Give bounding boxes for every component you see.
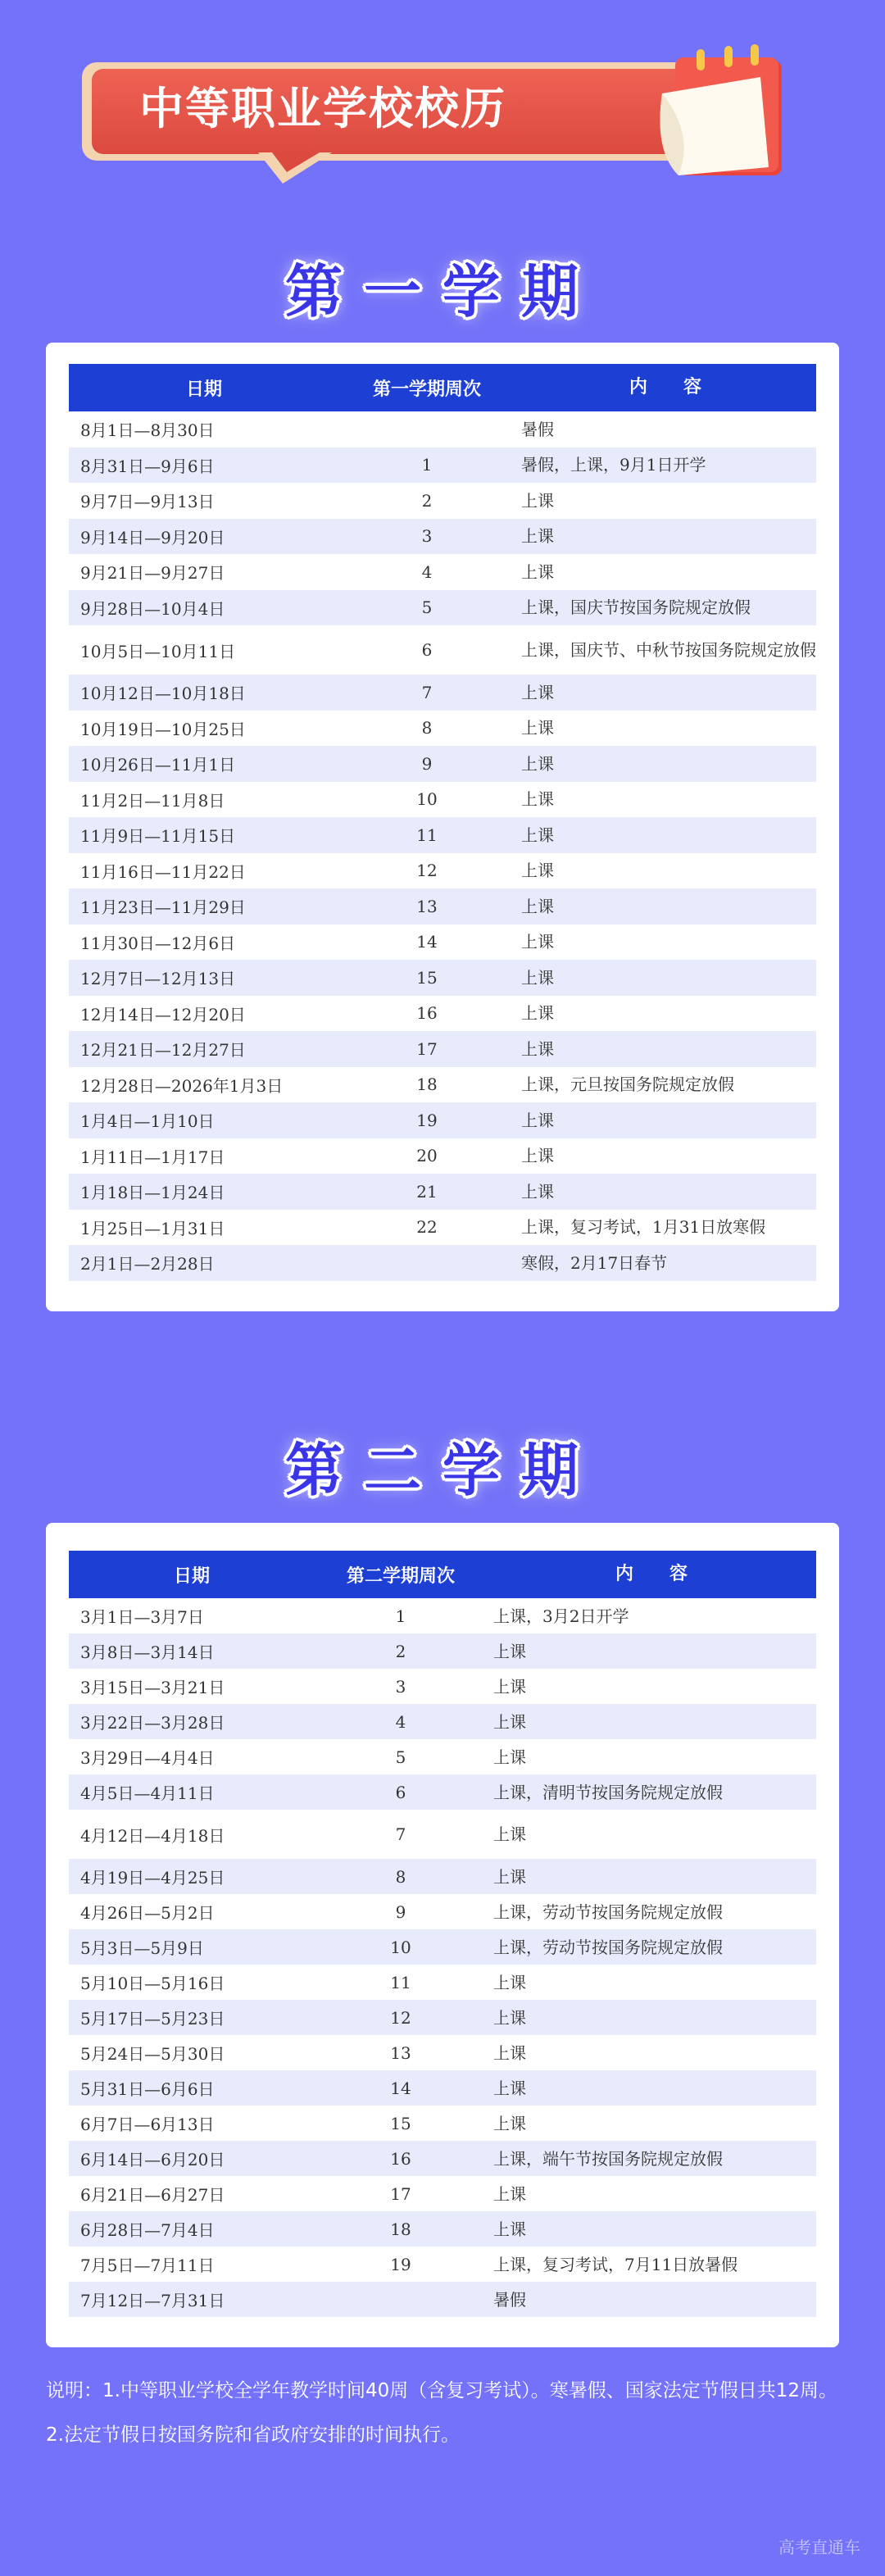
watermark: 高考直通车 [778, 2537, 860, 2557]
cell-content: 上课 [493, 1824, 526, 1844]
cell-date: 5月17日—5月23日 [80, 2009, 225, 2029]
table-row [69, 996, 816, 1032]
cell-content: 上课 [521, 967, 554, 988]
semester1-table-body [69, 411, 816, 1281]
cell-date: 9月14日—9月20日 [80, 527, 225, 547]
cell-date: 4月12日—4月18日 [80, 1825, 225, 1846]
cell-week: 13 [390, 2042, 411, 2063]
cell-date: 11月2日—11月8日 [80, 790, 225, 811]
note-line-2: 2.法定节假日按国务院和省政府安排的时间执行。 [46, 2424, 460, 2446]
table-row [69, 590, 816, 626]
cell-content: 上课，劳动节按国务院规定放假 [493, 1901, 723, 1922]
header-content: 内 容 [629, 377, 701, 398]
cell-content: 上课 [521, 932, 554, 952]
cell-date: 4月26日—5月2日 [80, 1903, 215, 1923]
table-row [69, 1669, 816, 1704]
cell-week: 2 [421, 490, 433, 511]
cell-content: 上课 [521, 861, 554, 881]
cell-content: 上课 [521, 825, 554, 845]
cell-content: 上课 [493, 1866, 526, 1887]
table-row [69, 2282, 816, 2317]
cell-date: 9月28日—10月4日 [80, 598, 225, 619]
cell-content: 上课 [521, 561, 554, 582]
cell-date: 10月5日—10月11日 [80, 641, 236, 661]
table-row [69, 2176, 816, 2211]
table-row [69, 1031, 816, 1067]
table-row [69, 817, 816, 853]
header-week: 第二学期周次 [346, 1565, 455, 1587]
table-row [69, 448, 816, 484]
cell-date: 8月31日—9月6日 [80, 456, 215, 476]
table-row [69, 711, 816, 747]
table-row [69, 675, 816, 711]
cell-week: 11 [390, 1972, 411, 1992]
cell-content: 上课，复习考试，7月11日放暑假 [493, 2254, 738, 2274]
semester1-table-header [69, 364, 816, 411]
cell-week: 9 [421, 753, 433, 774]
semester1-title: 第一学期 [285, 258, 600, 325]
table-row [69, 1245, 816, 1281]
cell-week: 16 [390, 2148, 411, 2169]
table-row [69, 1704, 816, 1739]
cell-content: 上课 [521, 1110, 554, 1130]
cell-week: 22 [416, 1217, 438, 1238]
cell-content: 上课 [493, 2113, 526, 2133]
table-row [69, 2000, 816, 2035]
cell-week: 6 [421, 640, 433, 660]
cell-date: 5月31日—6月6日 [80, 2079, 215, 2099]
semester2-table-body [69, 1598, 816, 2317]
cell-content: 上课，清明节按国务院规定放假 [493, 1782, 723, 1802]
cell-content: 上课，端午节按国务院规定放假 [493, 2148, 723, 2169]
table-row [69, 925, 816, 961]
cell-week: 12 [416, 861, 438, 881]
cell-content: 上课 [521, 789, 554, 810]
notes [46, 2377, 849, 2449]
semester2-card [46, 1523, 839, 2347]
cell-week: 2 [395, 1641, 406, 1661]
banner-tail-inner [272, 152, 320, 172]
table-row [69, 1894, 816, 1929]
semester2-table [69, 1551, 816, 2317]
cell-content: 上课 [521, 682, 554, 702]
cell-week: 11 [416, 825, 438, 845]
cell-date: 8月1日—8月30日 [80, 420, 215, 441]
table-row [69, 1138, 816, 1174]
cell-content: 上课 [521, 753, 554, 774]
cell-week: 3 [421, 526, 433, 547]
cell-week: 16 [416, 1003, 438, 1024]
table-row [69, 2141, 816, 2176]
table-row [69, 1210, 816, 1246]
cell-date: 10月19日—10月25日 [80, 719, 246, 739]
table-row [69, 1067, 816, 1103]
cell-content: 上课 [521, 1038, 554, 1059]
cell-week: 14 [390, 2078, 411, 2098]
table-row [69, 1929, 816, 1965]
cell-content: 上课 [493, 1641, 526, 1661]
cell-week: 14 [416, 932, 438, 952]
cell-content: 上课 [493, 2183, 526, 2204]
semester2-title: 第二学期 [285, 1437, 600, 1504]
cell-content: 上课 [521, 1146, 554, 1166]
cell-content: 上课 [521, 526, 554, 547]
table-row [69, 2070, 816, 2106]
table-row [69, 746, 816, 782]
cell-date: 12月14日—12月20日 [80, 1004, 246, 1024]
cell-date: 5月24日—5月30日 [80, 2044, 225, 2064]
cell-week: 12 [390, 2007, 411, 2028]
cell-content: 上课 [521, 1181, 554, 1202]
table-row [69, 2211, 816, 2247]
cell-content: 上课 [521, 718, 554, 738]
cell-week: 8 [395, 1866, 406, 1887]
cell-date: 11月30日—12月6日 [80, 933, 236, 953]
cell-content: 上课，国庆节按国务院规定放假 [521, 597, 751, 618]
page-title: 中等职业学校校历 [139, 83, 506, 134]
cell-week: 10 [416, 789, 438, 810]
semester1-card [46, 343, 839, 1311]
cell-week: 5 [421, 597, 433, 618]
cell-date: 4月19日—4月25日 [80, 1868, 225, 1888]
cell-content: 上课 [493, 2078, 526, 2098]
semester2-table-header [69, 1551, 816, 1598]
cell-date: 6月14日—6月20日 [80, 2150, 225, 2169]
cell-content: 上课，元旦按国务院规定放假 [521, 1074, 734, 1095]
cell-date: 11月23日—11月29日 [80, 897, 246, 918]
cell-week: 7 [395, 1824, 406, 1844]
cell-date: 3月1日—3月7日 [80, 1607, 204, 1627]
cell-date: 2月1日—2月28日 [80, 1254, 215, 1274]
table-row [69, 1174, 816, 1210]
cell-date: 6月21日—6月27日 [80, 2185, 225, 2205]
cell-date: 7月12日—7月31日 [80, 2291, 225, 2310]
table-row [69, 2247, 816, 2282]
cell-date: 9月7日—9月13日 [80, 492, 215, 512]
cell-week: 8 [421, 718, 433, 738]
cell-week: 20 [416, 1146, 438, 1166]
cell-content: 暑假，上课，9月1日开学 [521, 455, 706, 475]
cell-content: 上课 [493, 2219, 526, 2239]
header-date: 日期 [185, 379, 222, 400]
table-row [69, 483, 816, 519]
cell-content: 上课 [493, 1676, 526, 1697]
table-row [69, 411, 816, 448]
cell-date: 1月25日—1月31日 [80, 1218, 225, 1238]
table-row [69, 1774, 816, 1810]
cell-week: 3 [395, 1676, 406, 1697]
note-line-1: 说明：1.中等职业学校全学年教学时间40周（含复习考试）。寒暑假、国家法定节假日共12周。 [46, 2380, 837, 2401]
table-row [69, 853, 816, 889]
table-row [69, 888, 816, 925]
table-row [69, 1598, 816, 1633]
cell-week: 21 [416, 1181, 438, 1202]
table-row [69, 554, 816, 590]
cell-content: 寒假，2月17日春节 [521, 1252, 668, 1273]
cell-content: 上课 [493, 1711, 526, 1732]
header-date: 日期 [173, 1565, 210, 1587]
cell-date: 10月26日—11月1日 [80, 755, 236, 775]
cell-week: 15 [416, 967, 438, 988]
cell-date: 3月15日—3月21日 [80, 1678, 225, 1697]
cell-content: 上课 [521, 1003, 554, 1024]
cell-week: 4 [421, 561, 433, 582]
cell-content: 暑假 [521, 419, 554, 439]
cell-week: 7 [421, 682, 433, 702]
cell-date: 9月21日—9月27日 [80, 563, 225, 584]
cell-date: 3月8日—3月14日 [80, 1642, 215, 1662]
cell-content: 暑假 [493, 2289, 526, 2310]
cell-content: 上课，国庆节、中秋节按国务院规定放假 [521, 640, 816, 660]
table-row [69, 2035, 816, 2070]
cell-week: 6 [395, 1782, 406, 1802]
cell-week: 15 [390, 2113, 411, 2133]
table-row [69, 1810, 816, 1859]
table-row [69, 625, 816, 675]
cell-date: 6月7日—6月13日 [80, 2115, 215, 2134]
cell-week: 4 [395, 1711, 406, 1732]
cell-week: 10 [390, 1937, 411, 1957]
header-week: 第一学期周次 [372, 379, 481, 400]
table-row [69, 1739, 816, 1774]
cell-week: 9 [395, 1901, 406, 1922]
cell-date: 12月7日—12月13日 [80, 969, 236, 989]
title-banner [82, 62, 787, 185]
table-row [69, 782, 816, 818]
semester1-table [69, 364, 816, 1281]
table-row [69, 2106, 816, 2141]
header-content: 内 容 [615, 1564, 688, 1584]
cell-date: 3月29日—4月4日 [80, 1748, 215, 1768]
table-row [69, 1102, 816, 1138]
table-row [69, 1859, 816, 1894]
cell-date: 11月9日—11月15日 [80, 826, 236, 847]
calendar-icon [646, 44, 793, 184]
cell-date: 11月16日—11月22日 [80, 861, 246, 882]
cell-content: 上课 [493, 1747, 526, 1767]
cell-content: 上课，复习考试，1月31日放寒假 [521, 1217, 766, 1238]
cell-content: 上课，劳动节按国务院规定放假 [493, 1937, 723, 1957]
cell-week: 19 [390, 2254, 411, 2274]
cell-week: 18 [390, 2219, 411, 2239]
cell-date: 1月18日—1月24日 [80, 1183, 225, 1203]
cell-content: 上课 [521, 896, 554, 916]
table-row [69, 519, 816, 555]
cell-date: 10月12日—10月18日 [80, 684, 246, 704]
cell-date: 5月3日—5月9日 [80, 1938, 204, 1958]
cell-content: 上课 [493, 1972, 526, 1992]
cell-week: 5 [395, 1747, 406, 1767]
cell-week: 1 [421, 455, 433, 475]
cell-date: 1月11日—1月17日 [80, 1147, 225, 1167]
cell-date: 3月22日—3月28日 [80, 1713, 225, 1733]
cell-content: 上课，3月2日开学 [493, 1606, 629, 1626]
cell-date: 4月5日—4月11日 [80, 1783, 215, 1803]
cell-week: 13 [416, 896, 438, 916]
cell-date: 12月21日—12月27日 [80, 1040, 246, 1061]
cell-week: 18 [416, 1074, 438, 1095]
cell-content: 上课 [521, 490, 554, 511]
cell-date: 7月5日—7月11日 [80, 2256, 215, 2275]
cell-content: 上课 [493, 2007, 526, 2028]
cell-date: 6月28日—7月4日 [80, 2220, 215, 2240]
cell-week: 1 [395, 1606, 406, 1626]
cell-week: 17 [390, 2183, 411, 2204]
cell-week: 17 [416, 1038, 438, 1059]
table-row [69, 1633, 816, 1669]
cell-date: 5月10日—5月16日 [80, 1974, 225, 1993]
cell-content: 上课 [493, 2042, 526, 2063]
cell-date: 1月4日—1月10日 [80, 1111, 215, 1132]
table-row [69, 960, 816, 996]
cell-week: 19 [416, 1110, 438, 1130]
cell-date: 12月28日—2026年1月3日 [80, 1075, 284, 1096]
table-row [69, 1965, 816, 2000]
